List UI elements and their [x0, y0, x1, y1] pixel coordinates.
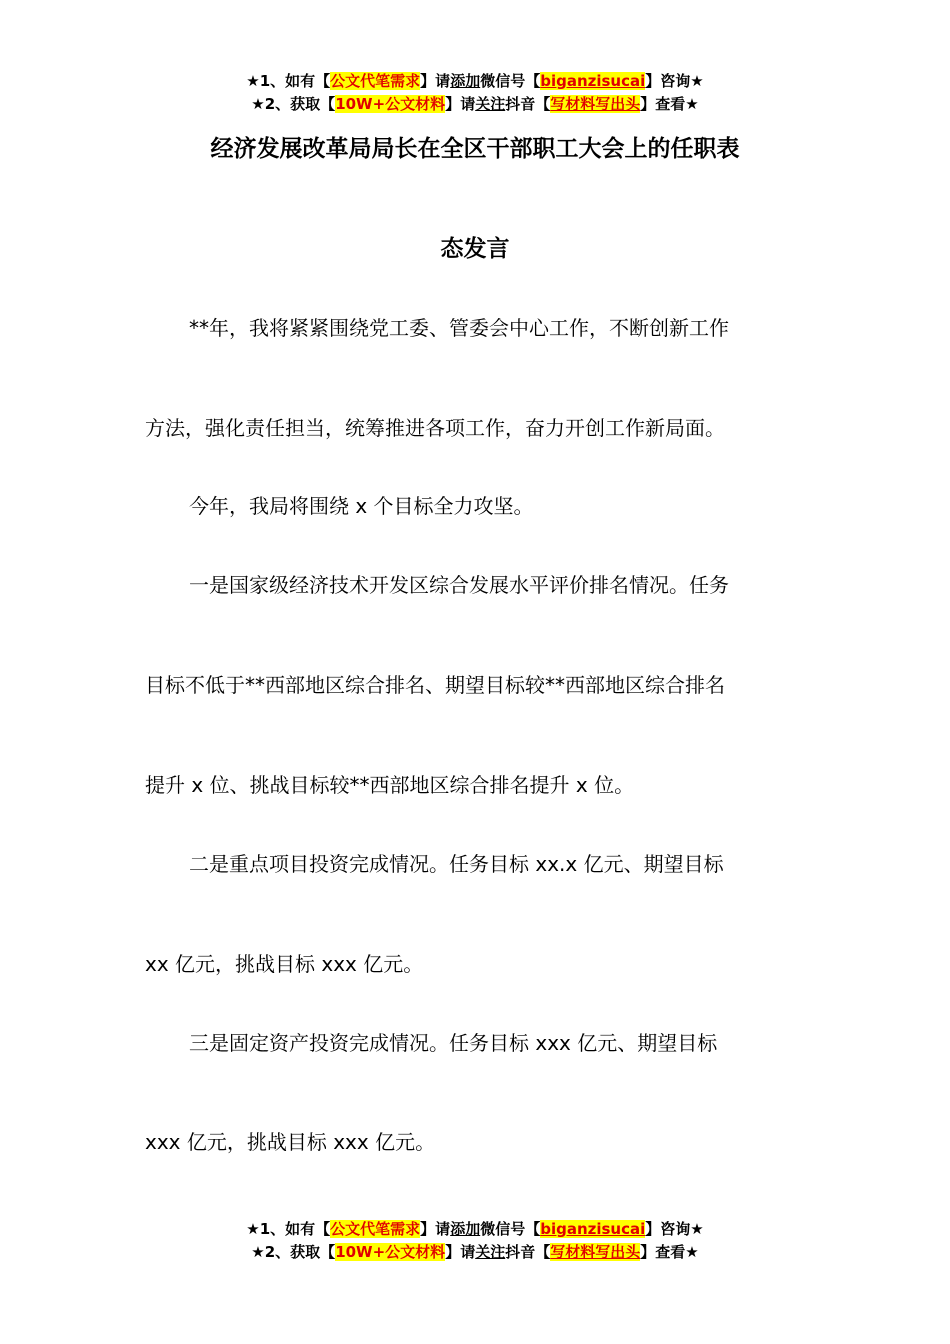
body-line: 一是国家级经济技术开发区综合发展水平评价排名情况。任务 [189, 573, 729, 597]
document-title-line-2: 态发言 [440, 236, 510, 262]
highlight-text: 公文代笔需求 [330, 72, 421, 90]
body-line: 目标不低于**西部地区综合排名、期望目标较**西部地区综合排名 [145, 673, 725, 697]
footer-line-2 [0, 1241, 950, 1264]
header-text: 】请 [420, 72, 451, 90]
underlined-text: 添加 [450, 72, 481, 90]
underlined-text: 添加 [450, 1220, 481, 1238]
footer-text: ★1、如有【 [246, 1220, 331, 1238]
douyin-account-link[interactable]: 写材料写出头 [550, 1243, 641, 1261]
footer-line-1 [0, 1218, 950, 1241]
footer-text: 微信号【 [480, 1220, 541, 1238]
header-banner [0, 70, 950, 116]
header-text: ★2、获取【 [251, 95, 336, 113]
body-line: 二是重点项目投资完成情况。任务目标 xx.x 亿元、期望目标 [189, 852, 724, 876]
footer-text: 】请 [445, 1243, 476, 1261]
body-line: 方法，强化责任担当，统筹推进各项工作，奋力开创工作新局面。 [145, 416, 725, 440]
header-text: 】查看★ [640, 95, 699, 113]
body-line: 提升 x 位、挑战目标较**西部地区综合排名提升 x 位。 [145, 773, 635, 797]
header-line-1 [0, 70, 950, 93]
underlined-text: 关注 [475, 95, 506, 113]
header-text: ★1、如有【 [246, 72, 331, 90]
highlight-text: 公文代笔需求 [330, 1220, 421, 1238]
wechat-id-link[interactable]: biganzisucai [540, 72, 646, 90]
footer-text: 】请 [420, 1220, 451, 1238]
footer-text: ★2、获取【 [251, 1243, 336, 1261]
body-line: **年，我将紧紧围绕党工委、管委会中心工作，不断创新工作 [189, 316, 729, 340]
underlined-text: 关注 [475, 1243, 506, 1261]
header-text: 抖音【 [505, 95, 551, 113]
highlight-text: 10W+公文材料 [335, 1243, 446, 1261]
footer-text: 】咨询★ [645, 1220, 704, 1238]
body-line: 三是固定资产投资完成情况。任务目标 xxx 亿元、期望目标 [189, 1031, 718, 1055]
body-line: 今年，我局将围绕 x 个目标全力攻坚。 [189, 494, 534, 518]
header-text: 】请 [445, 95, 476, 113]
header-text: 微信号【 [480, 72, 541, 90]
footer-text: 抖音【 [505, 1243, 551, 1261]
douyin-account-link[interactable]: 写材料写出头 [550, 95, 641, 113]
body-line: xx 亿元，挑战目标 xxx 亿元。 [145, 952, 424, 976]
highlight-text: 10W+公文材料 [335, 95, 446, 113]
header-text: 】咨询★ [645, 72, 704, 90]
body-line: xxx 亿元，挑战目标 xxx 亿元。 [145, 1130, 436, 1154]
header-line-2 [0, 93, 950, 116]
footer-text: 】查看★ [640, 1243, 699, 1261]
document-title-line-1: 经济发展改革局局长在全区干部职工大会上的任职表 [210, 136, 740, 162]
wechat-id-link[interactable]: biganzisucai [540, 1220, 646, 1238]
footer-banner [0, 1218, 950, 1264]
